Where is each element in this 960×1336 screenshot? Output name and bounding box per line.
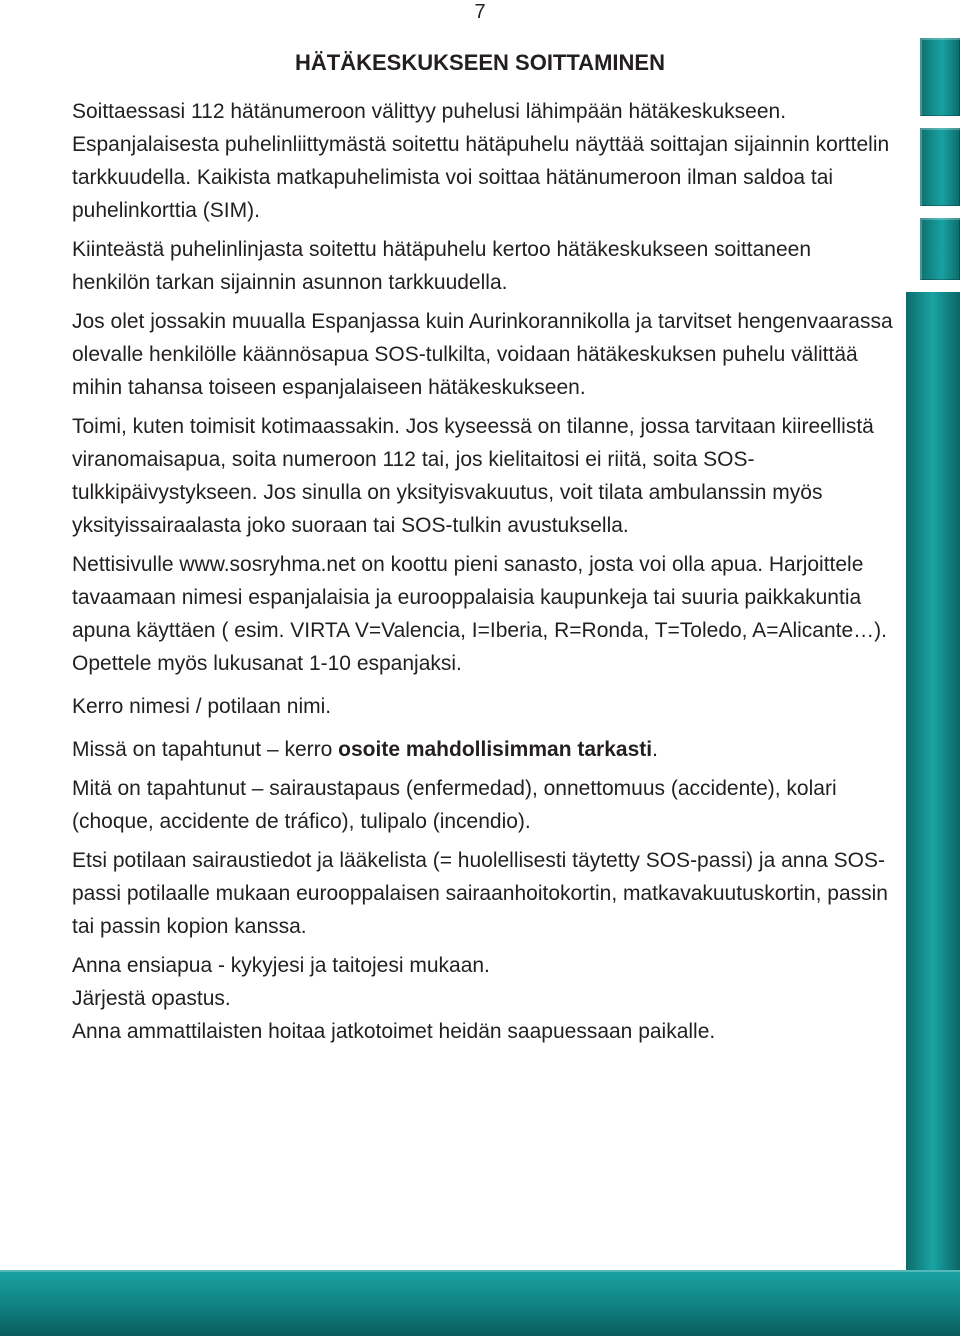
instruction-name: Kerro nimesi / potilaan nimi. xyxy=(72,695,332,718)
instruction-first-aid: Anna ensiapua - kykyjesi ja taitojesi mukaan. xyxy=(72,954,490,977)
bottom-bar-decoration xyxy=(0,1270,960,1336)
instruction-location-prefix: Missä on tapahtunut – kerro xyxy=(72,738,339,761)
instruction-guidance: Järjestä opastus. xyxy=(72,987,231,1010)
paragraph-landline: Kiinteästä puhelinlinjasta soitettu hätäpuhelu kertoo hätäkeskukseen soittaneen henkilön tarkan sijainnin asunnon tarkkuudella. xyxy=(72,238,812,294)
instruction-location-bold: osoite mahdollisimman tarkasti xyxy=(338,738,653,761)
paragraph-emergency-number: Soittaessasi 112 hätänumeroon välittyy puhelusi lähimpään hätäkeskukseen. Espanjalaisesta puhelinliittymästä soitettu hätäpuhelu näyttää soittajan sijainnin korttelin tarkkuudella. Kaikista matkapuhelimista voi soittaa hätänumeroon ilman saldoa tai puhelinkorttia (SIM). xyxy=(72,100,890,222)
page-number: 7 xyxy=(474,1,486,23)
instruction-what-happened: Mitä on tapahtunut – sairaustapaus (enfermedad), onnettomuus (accidente), kolari (choque, accidente de tráfico), tulipalo (incendio). xyxy=(72,777,837,833)
side-bar-decoration xyxy=(906,292,960,1280)
page-title: HÄTÄKESKUKSEEN SOITTAMINEN xyxy=(295,50,665,75)
side-tab-1 xyxy=(920,38,960,116)
paragraph-sos-interpreter: Jos olet jossakin muualla Espanjassa kuin Aurinkorannikolla ja tarvitset hengenvaarassa olevalle henkilölle käännösapua SOS-tulkilta, voidaan hätäkeskuksen puhelu välittää mihin tahansa toiseen espanjalaiseen hätäkeskukseen. xyxy=(72,310,893,399)
instruction-medical-info: Etsi potilaan sairaustiedot ja lääkelista (= huolellisesti täytetty SOS-passi) ja anna SOS-passi potilaalle mukaan eurooppalaisen sairaanhoitokortin, matkavakuutuskortin, passin tai passin kopion kanssa. xyxy=(72,849,888,938)
instruction-professionals: Anna ammattilaisten hoitaa jatkotoimet heidän saapuessaan paikalle. xyxy=(72,1020,716,1043)
instruction-location xyxy=(72,733,894,766)
paragraph-vocabulary: Nettisivulle www.sosryhma.net on koottu pieni sanasto, josta voi olla apua. Harjoittele tavaamaan nimesi espanjalaisia ja eurooppalaisia kaupunkeja tai suuria paikkakuntia apuna käyttäen ( esim. VIRTA V=Valencia, I=Iberia, R=Ronda, T=Toledo, A=Alicante…). Opettele myös lukusanat 1-10 espanjaksi. xyxy=(72,553,887,675)
body-text xyxy=(72,95,894,1048)
instruction-location-suffix: . xyxy=(652,738,658,761)
paragraph-act-as-home: Toimi, kuten toimisit kotimaassakin. Jos kyseessä on tilanne, jossa tarvitaan kiireellistä viranomaisapua, soita numeroon 112 tai, jos kielitaitosi ei riitä, soita SOS-tulkkipäivystykseen. Jos sinulla on yksityisvakuutus, voit tilata ambulanssin myös yksityissairaalasta joko suoraan tai SOS-tulkin avustuksella. xyxy=(72,415,874,537)
side-tab-2 xyxy=(920,128,960,206)
side-tab-3 xyxy=(920,218,960,280)
